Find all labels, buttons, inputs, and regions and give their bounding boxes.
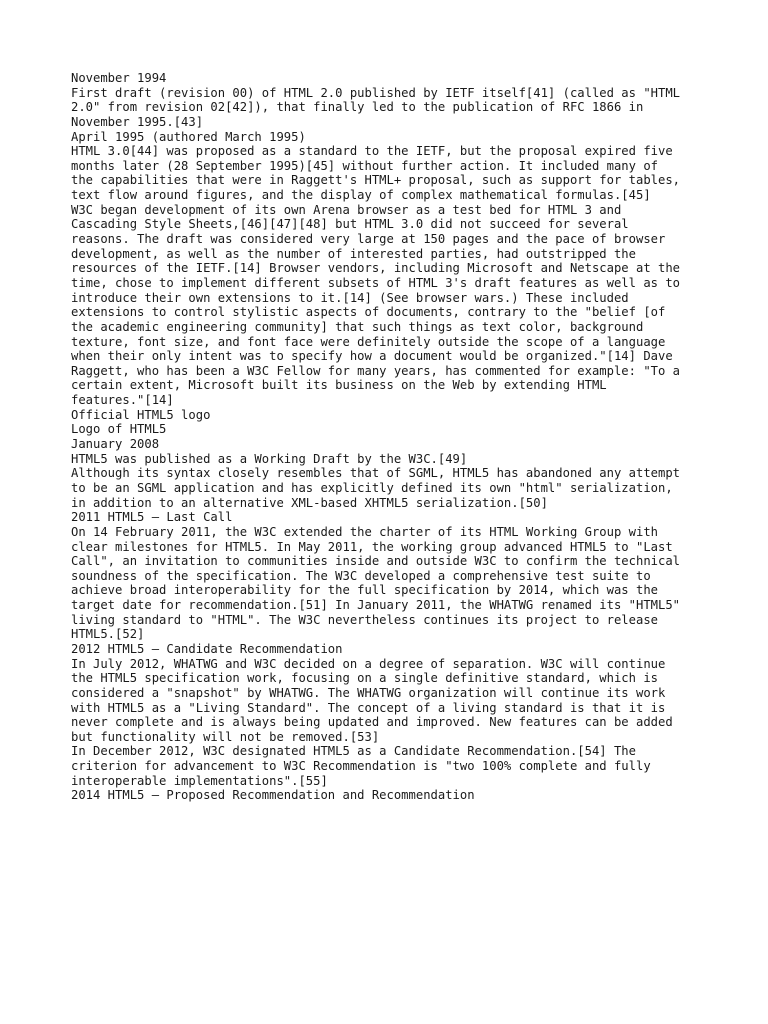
text-line: January 2008	[71, 437, 160, 452]
text-line: Call", an invitation to communities inside and outside W3C to confirm the technical	[71, 554, 681, 569]
text-line: criterion for advancement to W3C Recommendation is "two 100% complete and fully	[71, 759, 651, 774]
text-line: resources of the IETF.[14] Browser vendors, including Microsoft and Netscape at the	[71, 261, 681, 276]
text-line: interoperable implementations".[55]	[71, 773, 328, 788]
text-line: the HTML5 specification work, focusing on a single definitive standard, which is	[71, 671, 658, 686]
text-line: texture, font size, and font face were definitely outside the scope of a language	[71, 334, 666, 349]
text-line: text flow around figures, and the display of complex mathematical formulas.[45]	[71, 188, 651, 203]
text-line: November 1994	[71, 71, 167, 85]
text-line: in addition to an alternative XML-based XHTML5 serialization.[50]	[71, 495, 548, 510]
text-line: features."[14]	[71, 393, 174, 408]
text-line: to be an SGML application and has explicitly defined its own "html" serialization,	[71, 480, 673, 495]
text-line: considered a "snapshot" by WHATWG. The WHATWG organization will continue its work	[71, 685, 666, 700]
text-line: development, as well as the number of interested parties, had outstripped the	[71, 246, 636, 261]
text-line: living standard to "HTML". The W3C nevertheless continues its project to release	[71, 612, 658, 627]
text-line: achieve broad interoperability for the full specification by 2014, which was the	[71, 583, 658, 598]
text-line: clear milestones for HTML5. In May 2011, the working group advanced HTML5 to "Last	[71, 539, 673, 554]
text-line: 2014 HTML5 – Proposed Recommendation and Recommendation	[71, 788, 475, 803]
text-line: HTML5.[52]	[71, 627, 145, 642]
text-line: soundness of the specification. The W3C developed a comprehensive test suite to	[71, 568, 651, 583]
text-line: time, chose to implement different subsets of HTML 3's draft features as well as to	[71, 275, 681, 290]
text-line: Although its syntax closely resembles that of SGML, HTML5 has abandoned any attempt	[71, 466, 681, 481]
text-line: Cascading Style Sheets,[46][47][48] but HTML 3.0 did not succeed for several	[71, 217, 629, 232]
text-line: On 14 February 2011, the W3C extended the charter of its HTML Working Group with	[71, 524, 658, 539]
text-line: April 1995 (authored March 1995)	[71, 129, 306, 144]
text-line: certain extent, Microsoft built its business on the Web by extending HTML	[71, 378, 607, 393]
text-line: target date for recommendation.[51] In January 2011, the WHATWG renamed its "HTML5"	[71, 598, 681, 613]
text-line: In July 2012, WHATWG and W3C decided on a degree of separation. W3C will continue	[71, 656, 666, 671]
text-line: HTML 3.0[44] was proposed as a standard to the IETF, but the proposal expired five	[71, 144, 673, 159]
text-line: reasons. The draft was considered very large at 150 pages and the pace of browser	[71, 232, 666, 247]
text-line: months later (28 September 1995)[45] without further action. It included many of	[71, 158, 658, 173]
document-page	[71, 71, 711, 803]
text-line: the academic engineering community] that such things as text color, background	[71, 319, 644, 334]
text-line: Raggett, who has been a W3C Fellow for many years, has commented for example: "To a	[71, 363, 681, 378]
text-line: with HTML5 as a "Living Standard". The concept of a living standard is that it is	[71, 700, 666, 715]
text-line: when their only intent was to specify how a document would be organized."[14] Dave	[71, 349, 673, 364]
text-line: Official HTML5 logo	[71, 407, 211, 422]
text-line: First draft (revision 00) of HTML 2.0 published by IETF itself[41] (called as "HTML	[71, 85, 681, 100]
text-line: 2011 HTML5 – Last Call	[71, 510, 233, 525]
text-line: never complete and is always being updated and improved. New features can be added	[71, 715, 673, 730]
text-line: Logo of HTML5	[71, 422, 167, 437]
text-line: HTML5 was published as a Working Draft by the W3C.[49]	[71, 451, 468, 466]
text-line: W3C began development of its own Arena browser as a test bed for HTML 3 and	[71, 202, 622, 217]
text-line: In December 2012, W3C designated HTML5 as a Candidate Recommendation.[54] The	[71, 744, 636, 759]
text-line: but functionality will not be removed.[53]	[71, 729, 380, 744]
text-line: 2012 HTML5 – Candidate Recommendation	[71, 641, 343, 656]
text-line: the capabilities that were in Raggett's HTML+ proposal, such as support for tables,	[71, 173, 681, 188]
text-line: 2.0" from revision 02[42]), that finally led to the publication of RFC 1866 in	[71, 100, 644, 115]
text-line: extensions to control stylistic aspects of documents, contrary to the "belief [of	[71, 305, 666, 320]
text-line: November 1995.[43]	[71, 114, 204, 129]
text-line: introduce their own extensions to it.[14] (See browser wars.) These included	[71, 290, 629, 305]
